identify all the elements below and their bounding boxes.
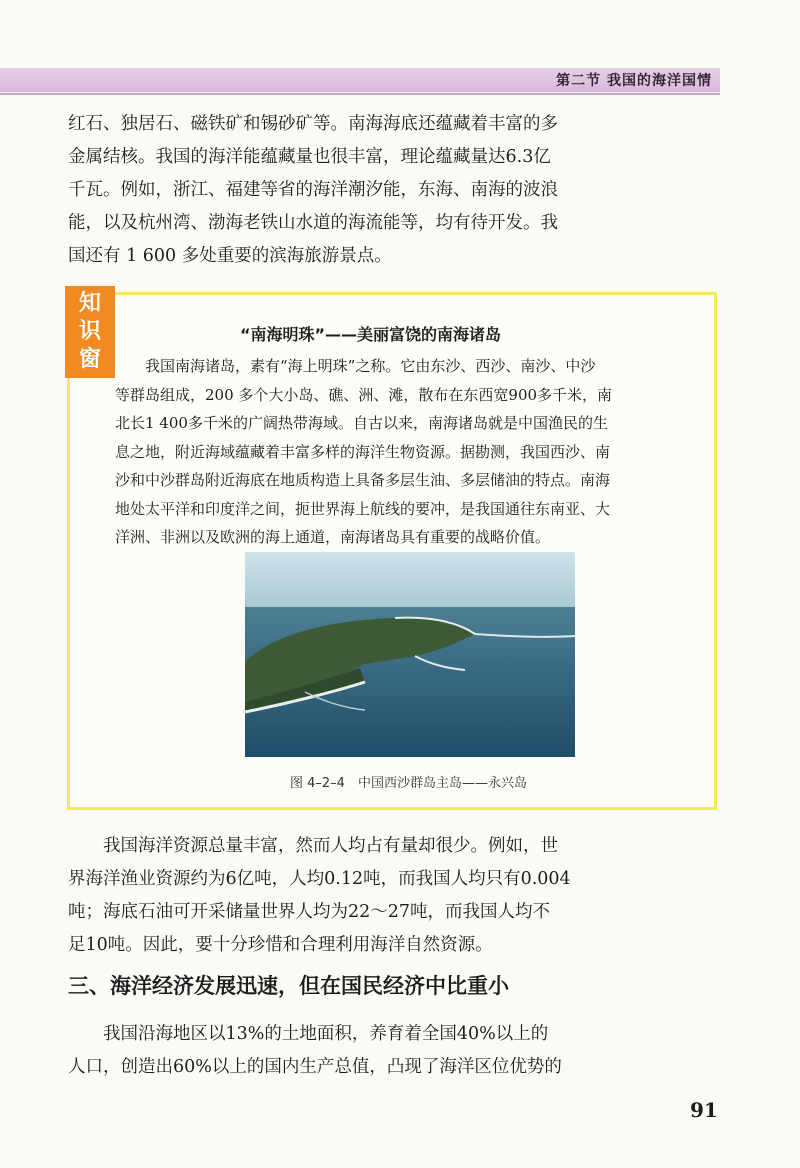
section-heading: 三、海洋经济发展迅速，但在国民经济中比重小	[68, 974, 509, 998]
text-line: 我国南海诸岛，素有“海上明珠”之称。它由东沙、西沙、南沙、中沙	[115, 357, 596, 375]
text-line: 千瓦。例如，浙江、福建等省的海洋潮汐能，东海、南海的波浪	[68, 180, 558, 200]
text-line: 足10吨。因此，要十分珍惜和合理利用海洋自然资源。	[68, 935, 493, 955]
knowledge-box-text	[115, 352, 685, 552]
text-line: 能，以及杭州湾、渤海老铁山水道的海流能等，均有待开发。我	[68, 213, 558, 233]
page-number: 91	[690, 1098, 718, 1122]
text-line: 我国沿海地区以13%的土地面积，养育着全国40%以上的	[68, 1024, 549, 1044]
text-line: 金属结核。我国的海洋能蕴藏量也很丰富，理论蕴藏量达6.3亿	[68, 147, 551, 167]
text-line: 地处太平洋和印度洋之间，扼世界海上航线的要冲，是我国通往东南亚、大	[115, 499, 611, 518]
text-line: 沙和中沙群岛附近海底在地质构造上具备多层生油、多层储油的特点。南海	[115, 471, 611, 489]
badge-char: 识	[78, 319, 101, 344]
knowledge-box-title: “南海明珠”——美丽富饶的南海诸岛	[240, 325, 502, 344]
text-line: 息之地，附近海域蕴藏着丰富多样的海洋生物资源。据勘测，我国西沙、南	[115, 442, 611, 461]
paragraph-3	[68, 1018, 608, 1084]
header-divider	[0, 93, 720, 95]
text-line: 国还有 1 600 多处重要的滨海旅游景点。	[68, 246, 392, 266]
figure-caption: 图 4–2–4 中国西沙群岛主岛——永兴岛	[290, 776, 527, 791]
paragraph-2	[68, 830, 608, 962]
knowledge-window-badge	[65, 286, 115, 378]
badge-char: 窗	[78, 347, 101, 372]
text-line: 我国海洋资源总量丰富，然而人均占有量却很少。例如，世	[68, 836, 558, 856]
text-line: 北长1 400多千米的广阔热带海域。自古以来，南海诸岛就是中国渔民的生	[115, 414, 608, 432]
text-line: 洋洲、非洲以及欧洲的海上通道，南海诸岛具有重要的战略价值。	[115, 528, 551, 546]
paragraph-1	[68, 108, 608, 273]
text-line: 界海洋渔业资源约为6亿吨，人均0.12吨，而我国人均只有0.004	[68, 869, 571, 889]
island-photo	[245, 552, 575, 757]
text-line: 红石、独居石、磁铁矿和锡砂矿等。南海海底还蕴藏着丰富的多	[68, 114, 558, 134]
section-title: 第二节 我国的海洋国情	[556, 73, 712, 89]
text-line: 吨；海底石油可开采储量世界人均为22～27吨，而我国人均不	[68, 902, 551, 922]
badge-char: 知	[78, 291, 101, 316]
text-line: 人口，创造出60%以上的国内生产总值，凸现了海洋区位优势的	[68, 1057, 562, 1077]
text-line: 等群岛组成，200 多个大小岛、礁、洲、滩，散布在东西宽900多千米，南	[115, 385, 613, 404]
